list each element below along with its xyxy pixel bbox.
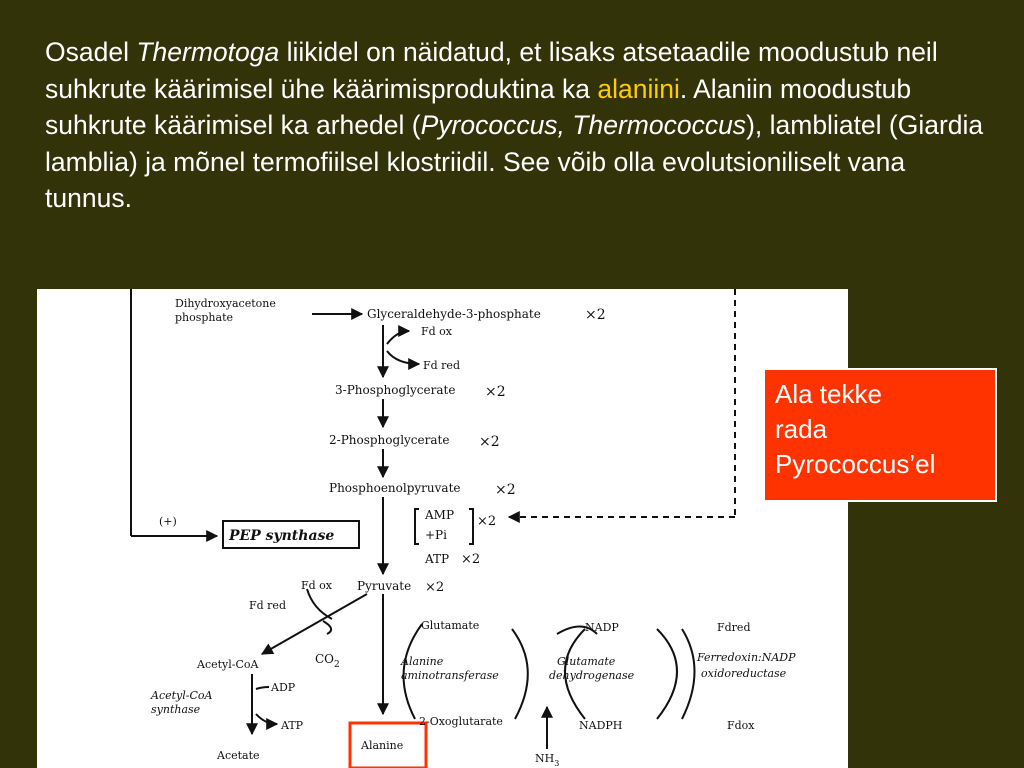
pg3-label: 3-Phosphoglycerate xyxy=(335,383,456,397)
callout-box xyxy=(763,368,997,502)
callout-line-3: Pyrococcus’el xyxy=(775,449,936,479)
fd-red-arc xyxy=(387,351,419,364)
fdox-label: Fdox xyxy=(727,719,755,732)
pep-synthase-label: PEP synthase xyxy=(229,528,335,544)
genus-thermotoga: Thermotoga xyxy=(136,37,280,67)
atp-times2: ×2 xyxy=(461,552,481,567)
dhap-label-2: phosphate xyxy=(175,311,234,324)
nadp-label: NADP xyxy=(585,621,619,634)
cofactor-bracket-right xyxy=(469,509,473,544)
acs-label-2: synthase xyxy=(151,703,201,716)
pathway-diagram xyxy=(37,289,848,768)
pep-label: Phosphoenolpyruvate xyxy=(329,481,461,495)
pep-times2: ×2 xyxy=(495,482,516,498)
adp-arc xyxy=(256,687,269,689)
co2-arc xyxy=(323,621,331,634)
g3p-times2: ×2 xyxy=(585,307,606,323)
fd-red2-label: Fd red xyxy=(249,599,286,612)
nh3-sub: 3 xyxy=(554,759,560,768)
fd-ox-label: Fd ox xyxy=(421,325,452,338)
fd-ox2-label: Fd ox xyxy=(301,579,332,592)
nadph-label: NADPH xyxy=(579,719,623,732)
plus-sign: (+) xyxy=(159,515,177,528)
gdh-label-1: Glutamate xyxy=(557,655,616,668)
pg2-times2: ×2 xyxy=(479,434,500,450)
gdh-label-2: dehydrogenase xyxy=(549,669,635,682)
fd-arc-2 xyxy=(307,589,332,619)
acs-label-1: Acetyl-CoA xyxy=(151,689,213,702)
pyruvate-label: Pyruvate xyxy=(357,579,412,593)
atp-x2-label: ATP xyxy=(425,552,450,566)
nh3-main: NH xyxy=(535,752,555,765)
callout-line-1: Ala tekke xyxy=(775,379,882,409)
adp-label: ADP xyxy=(271,681,296,694)
pyruvate-times2: ×2 xyxy=(425,580,445,595)
highlight-alanine: alaniini xyxy=(597,73,680,104)
alat-label-1: Alanine xyxy=(401,655,444,668)
glutamate-label: Glutamate xyxy=(421,619,480,632)
fd-ox-arc xyxy=(387,331,409,344)
body-paragraph xyxy=(45,34,985,217)
fnr-label-2: oxidoreductase xyxy=(701,667,787,680)
text-part-4: ), lambliatel (Giardia lamblia) ja mõnel termofiilsel klostriidil. See võib olla evolutsioniliselt vana tunnus. xyxy=(45,110,984,213)
amp-label: AMP xyxy=(425,508,455,522)
text-part-2: liikidel on näidatud, et lisaks atsetaadile moodustub neil suhkrute käärimisel ühe käärimisproduktina ka xyxy=(45,37,938,104)
alat-label-2: aminotransferase xyxy=(401,669,499,682)
acetyl-coa-label: Acetyl-CoA xyxy=(197,658,259,671)
pi-label: +Pi xyxy=(425,528,447,542)
pathway-svg xyxy=(37,289,848,768)
acetate-label: Acetate xyxy=(217,749,260,762)
callout-line-2: rada xyxy=(775,414,828,444)
atp-label: ATP xyxy=(281,719,304,732)
co2-sub: 2 xyxy=(334,660,340,670)
fdred-label: Fdred xyxy=(717,621,751,634)
fnr-arc-left xyxy=(657,629,677,719)
fnr-arc-right xyxy=(682,629,695,719)
pg3-times2: ×2 xyxy=(485,384,506,400)
amp-times2: ×2 xyxy=(477,514,497,529)
alt-arc-right xyxy=(512,629,528,719)
dhap-label-1: Dihydroxyacetone xyxy=(175,297,276,310)
cofactor-bracket-left xyxy=(415,509,419,544)
g3p-label: Glyceraldehyde-3-phosphate xyxy=(367,307,541,321)
fnr-label-1: Ferredoxin:NADP xyxy=(697,651,796,664)
fd-red-label: Fd red xyxy=(423,359,460,372)
genera-italic: Pyrococcus, Thermococcus xyxy=(420,110,747,140)
text-part-3: . Alaniin moodustub suhkrute käärimisel ka arhedel ( xyxy=(45,73,912,140)
nh3-label xyxy=(535,752,559,768)
co2-main: CO xyxy=(315,652,335,666)
oxoglutarate-label: 2-Oxoglutarate xyxy=(419,715,503,728)
alanine-label: Alanine xyxy=(361,739,404,752)
text-part-1: Osadel xyxy=(45,37,137,67)
atp-arc xyxy=(256,714,277,724)
pg2-label: 2-Phosphoglycerate xyxy=(329,433,450,447)
co2-label xyxy=(315,652,340,670)
